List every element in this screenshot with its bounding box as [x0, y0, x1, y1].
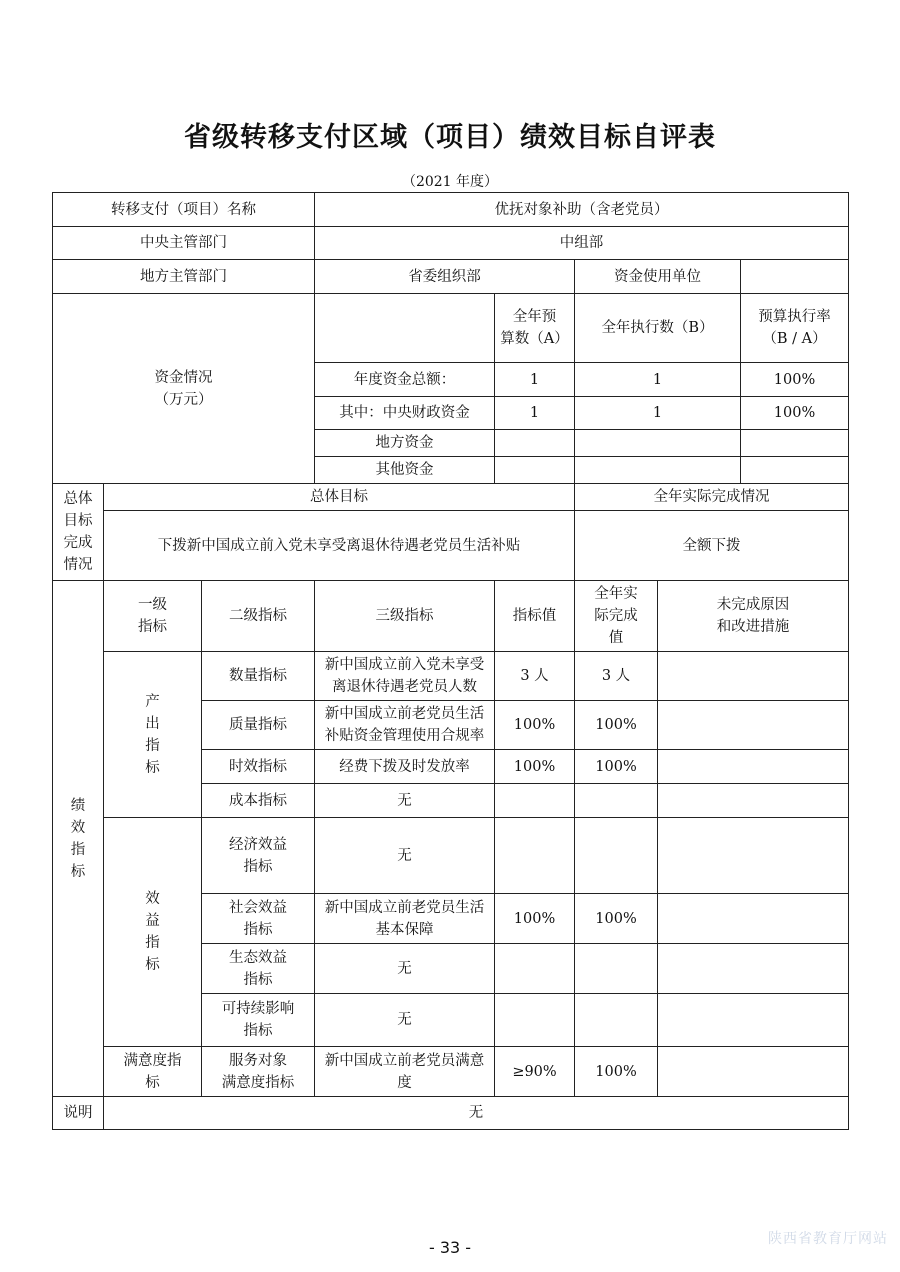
document-title: 省级转移支付区域（项目）绩效目标自评表	[184, 122, 716, 153]
perf-row-value	[495, 944, 575, 994]
funds-header-blank	[315, 294, 495, 363]
funds-label-line1: 资金情况	[154, 369, 213, 386]
funds-row-budget: 1	[495, 397, 575, 430]
funds-row-rate: 100%	[741, 397, 849, 430]
perf-row-level2-line1: 社会效益	[229, 899, 287, 916]
output-label-char: 出	[145, 715, 160, 732]
central-dept-value: 中组部	[315, 227, 849, 260]
perf-row-value: 3 人	[495, 652, 575, 701]
goal-side-label-char: 完成	[63, 535, 93, 551]
perf-row-actual: 100%	[575, 750, 658, 784]
perf-side-label-char: 效	[70, 819, 86, 836]
perf-row-level2-line2: 指标	[243, 1023, 273, 1039]
goal-actual-text: 全额下拨	[575, 511, 849, 581]
perf-row-actual	[575, 994, 658, 1047]
perf-row	[53, 652, 849, 701]
perf-row-level3: 经费下拨及时发放率	[315, 750, 495, 784]
funds-row-label: 其他资金	[315, 457, 495, 484]
row-goal-header	[53, 484, 849, 511]
funds-label	[53, 294, 315, 484]
perf-row-actual: 100%	[575, 894, 658, 944]
perf-row-value: 100%	[495, 750, 575, 784]
perf-header-level1	[104, 581, 202, 652]
row-central-dept	[53, 227, 849, 260]
perf-row-level2-line1: 可持续影响	[221, 1001, 295, 1017]
perf-side-label-char: 绩	[70, 797, 86, 814]
perf-row-level2-line1: 生态效益	[229, 949, 287, 966]
perf-row-level2: 质量指标	[202, 701, 315, 750]
row-local-dept	[53, 260, 849, 294]
goal-header: 总体目标	[104, 484, 575, 511]
perf-row-level2: 数量指标	[202, 652, 315, 701]
row-goal	[53, 511, 849, 581]
funds-row-exec: 1	[575, 397, 741, 430]
central-dept-label: 中央主管部门	[53, 227, 315, 260]
row-note	[53, 1097, 849, 1130]
perf-row-actual: 100%	[575, 1047, 658, 1097]
perf-header-actual-line2: 际完成	[594, 608, 638, 624]
perf-header-actual-line1: 全年实	[594, 586, 638, 602]
self-evaluation-table	[52, 192, 849, 1130]
funds-row-budget	[495, 457, 575, 484]
benefit-label-char: 效	[145, 891, 160, 907]
perf-row-actual: 100%	[575, 701, 658, 750]
funds-row-exec	[575, 457, 741, 484]
perf-header-level1-line1: 一级	[138, 597, 167, 613]
perf-row-reason	[658, 894, 849, 944]
page-number: - 33 -	[428, 1238, 472, 1257]
perf-row-level2	[202, 894, 315, 944]
funds-row-budget: 1	[495, 363, 575, 397]
perf-row-level3: 无	[315, 784, 495, 818]
perf-row-value	[495, 818, 575, 894]
perf-row-reason	[658, 944, 849, 994]
perf-row-value	[495, 994, 575, 1047]
perf-row-reason	[658, 701, 849, 750]
perf-header-level3: 三级指标	[315, 581, 495, 652]
perf-row	[53, 818, 849, 894]
goal-side-label-char: 总体	[63, 491, 93, 507]
perf-side-label-char: 指	[70, 841, 86, 858]
perf-row-level3: 新中国成立前老党员满意度	[315, 1047, 495, 1097]
benefit-indicator-label	[104, 818, 202, 1047]
funds-row-label: 其中：中央财政资金	[315, 397, 495, 430]
satisfaction-label-line1: 满意度指	[123, 1052, 182, 1069]
benefit-label-char: 标	[145, 957, 160, 973]
perf-row-level3: 无	[315, 818, 495, 894]
note-value: 无	[104, 1097, 849, 1130]
perf-row-level2: 成本指标	[202, 784, 315, 818]
output-label-char: 指	[145, 737, 160, 754]
perf-row	[53, 1047, 849, 1097]
perf-row-level2-line2: 指标	[243, 971, 273, 988]
perf-row-level2	[202, 994, 315, 1047]
funds-row-exec: 1	[575, 363, 741, 397]
local-dept-value: 省委组织部	[315, 260, 575, 294]
perf-header-reason-line2: 和改进措施	[716, 619, 790, 635]
perf-row-level3: 无	[315, 944, 495, 994]
funds-col-exec: 全年执行数（B）	[575, 294, 741, 363]
perf-row-reason	[658, 652, 849, 701]
perf-row-level2: 时效指标	[202, 750, 315, 784]
perf-header-level1-line2: 指标	[138, 619, 167, 635]
perf-row-reason	[658, 784, 849, 818]
funds-row-rate	[741, 430, 849, 457]
perf-row-actual	[575, 818, 658, 894]
document-year: （2021 年度）	[401, 174, 499, 190]
row-funds-header	[53, 294, 849, 363]
funds-row-rate: 100%	[741, 363, 849, 397]
project-name-value: 优抚对象补助（含老党员）	[315, 193, 849, 227]
perf-row-level2	[202, 1047, 315, 1097]
perf-row-level2-line2: 指标	[243, 921, 273, 938]
perf-row-value: 100%	[495, 894, 575, 944]
perf-row-value: 100%	[495, 701, 575, 750]
funds-row-label: 地方资金	[315, 430, 495, 457]
funds-row-budget	[495, 430, 575, 457]
goal-actual-header: 全年实际完成情况	[575, 484, 849, 511]
perf-header-reason	[658, 581, 849, 652]
perf-side-label-char: 标	[70, 863, 86, 880]
perf-header-value: 指标值	[495, 581, 575, 652]
funds-col-rate-line1: 预算执行率	[758, 309, 831, 325]
perf-row-level2-line2: 指标	[243, 858, 273, 875]
perf-row-reason	[658, 994, 849, 1047]
goal-text: 下拨新中国成立前入党未享受离退休待遇老党员生活补贴	[104, 511, 575, 581]
funds-label-line2: （万元）	[154, 391, 213, 408]
perf-row-level3: 新中国成立前老党员生活基本保障	[315, 894, 495, 944]
fund-unit-label: 资金使用单位	[575, 260, 741, 294]
perf-header-reason-line1: 未完成原因	[716, 597, 790, 613]
perf-row-value	[495, 784, 575, 818]
funds-col-rate	[741, 294, 849, 363]
goal-side-label	[53, 484, 104, 581]
perf-row-level3: 新中国成立前老党员生活补贴资金管理使用合规率	[315, 701, 495, 750]
perf-row-value: ≥90%	[495, 1047, 575, 1097]
satisfaction-label-line2: 标	[145, 1074, 160, 1091]
output-label-char: 标	[145, 759, 160, 776]
perf-header-level2: 二级指标	[202, 581, 315, 652]
perf-row-actual: 3 人	[575, 652, 658, 701]
output-indicator-label	[104, 652, 202, 818]
perf-row-level3: 无	[315, 994, 495, 1047]
benefit-label-char: 指	[145, 935, 160, 951]
funds-row-label: 年度资金总额：	[315, 363, 495, 397]
perf-header-actual-line3: 值	[608, 630, 624, 646]
fund-unit-value	[741, 260, 849, 294]
row-project-name	[53, 193, 849, 227]
perf-row-actual	[575, 784, 658, 818]
perf-row-level2	[202, 818, 315, 894]
funds-row-exec	[575, 430, 741, 457]
perf-row-level2	[202, 944, 315, 994]
funds-col-budget-line2: 算数（A）	[500, 331, 569, 347]
perf-row-level2-line1: 经济效益	[229, 836, 287, 853]
perf-row-reason	[658, 818, 849, 894]
perf-row-actual	[575, 944, 658, 994]
goal-side-label-char: 目标	[63, 513, 93, 529]
funds-col-budget	[495, 294, 575, 363]
goal-side-label-char: 情况	[63, 557, 93, 573]
output-label-char: 产	[145, 693, 160, 710]
perf-row-reason	[658, 1047, 849, 1097]
local-dept-label: 地方主管部门	[53, 260, 315, 294]
funds-col-rate-line2: （B / A）	[762, 331, 827, 347]
benefit-label-char: 益	[145, 913, 160, 929]
note-label: 说明	[53, 1097, 104, 1130]
perf-row-level2-line2: 满意度指标	[221, 1074, 295, 1091]
satisfaction-indicator-label	[104, 1047, 202, 1097]
perf-header-actual	[575, 581, 658, 652]
project-name-label: 转移支付（项目）名称	[53, 193, 315, 227]
funds-col-budget-line1: 全年预	[512, 309, 557, 325]
perf-row-level2-line1: 服务对象	[229, 1052, 287, 1069]
perf-row-reason	[658, 750, 849, 784]
row-perf-header	[53, 581, 849, 652]
perf-row-level3: 新中国成立前入党未享受离退休待遇老党员人数	[315, 652, 495, 701]
perf-side-label	[53, 581, 104, 1097]
funds-row-rate	[741, 457, 849, 484]
watermark: 陕西省教育厅网站	[768, 1231, 888, 1247]
